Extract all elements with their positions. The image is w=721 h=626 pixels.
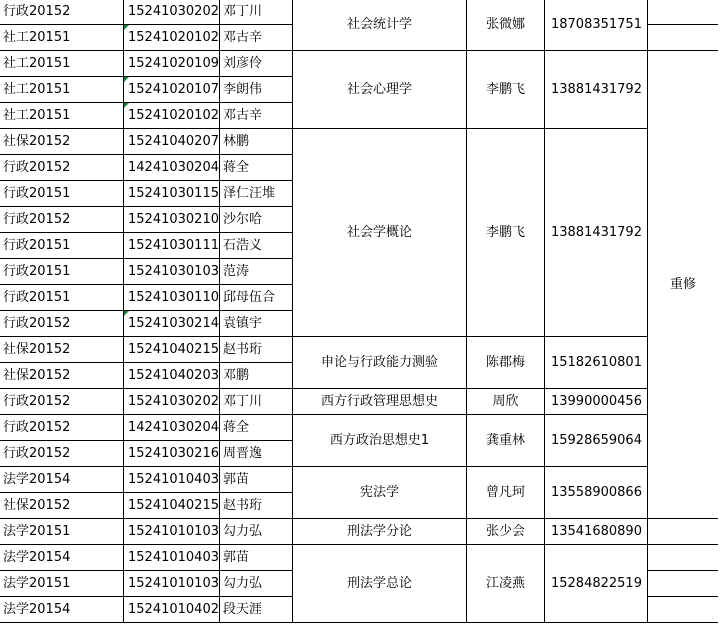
class-cell[interactable]: 行政20152: [0, 0, 124, 25]
student-id-text: 15241020102: [128, 108, 219, 123]
student-name-cell[interactable]: 郭苗: [219, 467, 292, 493]
note-cell-blank[interactable]: [647, 519, 718, 545]
student-id-cell[interactable]: [124, 363, 220, 389]
student-id-cell[interactable]: [124, 389, 220, 415]
student-id-cell[interactable]: [124, 441, 220, 467]
student-name-cell[interactable]: 邓古辛: [219, 103, 292, 129]
teacher-cell[interactable]: 周欣: [466, 389, 544, 415]
class-cell[interactable]: 行政20152: [0, 389, 124, 415]
student-id-text: 15241030115: [128, 186, 219, 201]
student-id-text: 14241030204: [128, 160, 219, 175]
student-id-cell[interactable]: [124, 129, 220, 155]
phone-cell[interactable]: 13990000456: [544, 389, 647, 415]
table-row: [0, 545, 718, 571]
teacher-cell[interactable]: 龚重林: [466, 415, 544, 467]
student-id-text: 15241040215: [128, 498, 219, 513]
student-name-cell[interactable]: 林鹏: [219, 129, 292, 155]
phone-cell[interactable]: 18708351751: [544, 0, 647, 51]
class-cell[interactable]: 法学20151: [0, 519, 124, 545]
teacher-cell[interactable]: 张少会: [466, 519, 544, 545]
course-cell[interactable]: 刑法学总论: [292, 545, 466, 623]
course-cell[interactable]: 社会统计学: [292, 0, 466, 51]
note-cell-blank[interactable]: [647, 571, 718, 597]
student-id-text: 15241020107: [128, 82, 219, 97]
student-name-cell[interactable]: 泽仁汪堆: [219, 181, 292, 207]
class-cell[interactable]: 行政20152: [0, 415, 124, 441]
phone-cell[interactable]: 13881431792: [544, 51, 647, 129]
student-name-cell[interactable]: 袁镇宇: [219, 311, 292, 337]
student-name-cell[interactable]: 邓鹏: [219, 363, 292, 389]
class-cell[interactable]: 行政20151: [0, 233, 124, 259]
student-id-cell[interactable]: [124, 155, 220, 181]
table-row: [0, 389, 718, 415]
student-name-cell[interactable]: 周晋逸: [219, 441, 292, 467]
class-cell[interactable]: 社工20151: [0, 51, 124, 77]
table-row: [0, 337, 718, 363]
student-id-cell[interactable]: [124, 0, 220, 25]
student-id-cell[interactable]: [124, 285, 220, 311]
class-cell[interactable]: 法学20154: [0, 545, 124, 571]
class-cell[interactable]: 行政20152: [0, 311, 124, 337]
course-cell[interactable]: 社会学概论: [292, 129, 466, 337]
course-cell[interactable]: 西方政治思想史1: [292, 415, 466, 467]
student-name-cell[interactable]: 邓丁川: [219, 389, 292, 415]
table-row: [0, 519, 718, 545]
table-row: [0, 51, 718, 77]
teacher-cell[interactable]: 曾凡珂: [466, 467, 544, 519]
student-name-cell[interactable]: 蒋全: [219, 415, 292, 441]
student-name-cell[interactable]: 段天涯: [219, 597, 292, 623]
teacher-cell[interactable]: 江凌燕: [466, 545, 544, 623]
student-id-text: 14241030204: [128, 420, 219, 435]
phone-cell[interactable]: 15182610801: [544, 337, 647, 389]
table-row: [0, 467, 718, 493]
student-name-cell[interactable]: 范涛: [219, 259, 292, 285]
phone-cell[interactable]: 13881431792: [544, 129, 647, 337]
teacher-cell[interactable]: 张微娜: [466, 0, 544, 51]
note-cell[interactable]: 重修: [647, 51, 718, 519]
note-cell-blank[interactable]: [647, 545, 718, 571]
table-row: [0, 415, 718, 441]
class-cell[interactable]: 行政20151: [0, 181, 124, 207]
student-id-cell[interactable]: [124, 467, 220, 493]
student-id-cell[interactable]: [124, 51, 220, 77]
student-id-text: 15241030110: [128, 290, 219, 305]
student-name-cell[interactable]: 郭苗: [219, 545, 292, 571]
course-cell[interactable]: 宪法学: [292, 467, 466, 519]
student-id-text: 15241020102: [128, 30, 219, 45]
course-cell[interactable]: 社会心理学: [292, 51, 466, 129]
class-cell[interactable]: 法学20154: [0, 597, 124, 623]
phone-cell[interactable]: 13558900866: [544, 467, 647, 519]
student-id-cell[interactable]: [124, 545, 220, 571]
student-id-text: 15241030216: [128, 446, 219, 461]
phone-cell[interactable]: 15284822519: [544, 545, 647, 623]
class-cell[interactable]: 社工20151: [0, 77, 124, 103]
teacher-cell[interactable]: 陈郡梅: [466, 337, 544, 389]
student-name-cell[interactable]: 石浩义: [219, 233, 292, 259]
note-cell-blank[interactable]: [647, 25, 718, 51]
class-cell[interactable]: 行政20152: [0, 207, 124, 233]
student-name-cell[interactable]: 勾力弘: [219, 571, 292, 597]
student-id-text: 15241030210: [128, 212, 219, 227]
student-id-text: 15241030202: [128, 4, 219, 19]
class-cell[interactable]: 法学20154: [0, 467, 124, 493]
student-name-cell[interactable]: 邓古辛: [219, 25, 292, 51]
class-cell[interactable]: 行政20152: [0, 155, 124, 181]
student-id-cell[interactable]: [124, 233, 220, 259]
teacher-cell[interactable]: 李鹏飞: [466, 129, 544, 337]
class-cell[interactable]: 社保20152: [0, 129, 124, 155]
student-name-cell[interactable]: 邓丁川: [219, 0, 292, 25]
student-id-text: 15241030214: [128, 316, 219, 331]
student-id-cell[interactable]: [124, 207, 220, 233]
class-cell[interactable]: 行政20151: [0, 285, 124, 311]
class-cell[interactable]: 社工20151: [0, 103, 124, 129]
student-name-cell[interactable]: 沙尔哈: [219, 207, 292, 233]
student-id-text: 15241010403: [128, 550, 219, 565]
class-cell[interactable]: 社保20152: [0, 363, 124, 389]
student-name-cell[interactable]: 赵书珩: [219, 337, 292, 363]
student-id-cell[interactable]: [124, 181, 220, 207]
phone-cell[interactable]: 13541680890: [544, 519, 647, 545]
note-cell-blank[interactable]: [647, 0, 718, 25]
table-row: [0, 0, 718, 25]
course-cell[interactable]: 刑法学分论: [292, 519, 466, 545]
student-id-cell[interactable]: [124, 519, 220, 545]
student-name-cell[interactable]: 李朗伟: [219, 77, 292, 103]
teacher-cell[interactable]: 李鹏飞: [466, 51, 544, 129]
student-id-text: 15241010103: [128, 576, 219, 591]
student-id-cell[interactable]: [124, 77, 220, 103]
student-id-text: 15241030111: [128, 238, 219, 253]
note-cell-blank[interactable]: [647, 597, 718, 623]
student-id-text: 15241010402: [128, 602, 219, 617]
class-cell[interactable]: 法学20151: [0, 571, 124, 597]
student-id-cell[interactable]: [124, 311, 220, 337]
class-cell[interactable]: 社保20152: [0, 493, 124, 519]
student-id-text: 15241020109: [128, 56, 219, 71]
cell-comment-marker: [124, 311, 129, 316]
class-cell[interactable]: 社工20151: [0, 25, 124, 51]
course-cell[interactable]: 西方行政管理思想史: [292, 389, 466, 415]
cell-comment-marker: [124, 77, 129, 82]
student-id-text: 15241030103: [128, 264, 219, 279]
student-name-cell[interactable]: 刘彦伶: [219, 51, 292, 77]
student-id-cell[interactable]: [124, 103, 220, 129]
student-id-cell[interactable]: [124, 597, 220, 623]
phone-cell[interactable]: 15928659064: [544, 415, 647, 467]
student-name-cell[interactable]: 蒋全: [219, 155, 292, 181]
student-id-text: 15241040207: [128, 134, 219, 149]
class-cell[interactable]: 行政20152: [0, 441, 124, 467]
student-name-cell[interactable]: 邱母伍合: [219, 285, 292, 311]
student-id-cell[interactable]: [124, 259, 220, 285]
student-id-cell[interactable]: [124, 337, 220, 363]
table-row: [0, 129, 718, 155]
student-id-text: 15241010403: [128, 472, 219, 487]
student-id-cell[interactable]: [124, 25, 220, 51]
class-cell[interactable]: 社保20152: [0, 337, 124, 363]
student-id-cell[interactable]: [124, 571, 220, 597]
course-cell[interactable]: 申论与行政能力测验: [292, 337, 466, 389]
student-id-text: 15241040203: [128, 368, 219, 383]
student-name-cell[interactable]: 勾力弘: [219, 519, 292, 545]
class-cell[interactable]: 行政20151: [0, 259, 124, 285]
student-id-text: 15241030202: [128, 394, 219, 409]
student-id-text: 15241010103: [128, 524, 219, 539]
cell-comment-marker: [124, 103, 129, 108]
cell-comment-marker: [124, 25, 129, 30]
student-id-text: 15241040215: [128, 342, 219, 357]
student-id-cell[interactable]: [124, 415, 220, 441]
student-id-cell[interactable]: [124, 493, 220, 519]
student-name-cell[interactable]: 赵书珩: [219, 493, 292, 519]
